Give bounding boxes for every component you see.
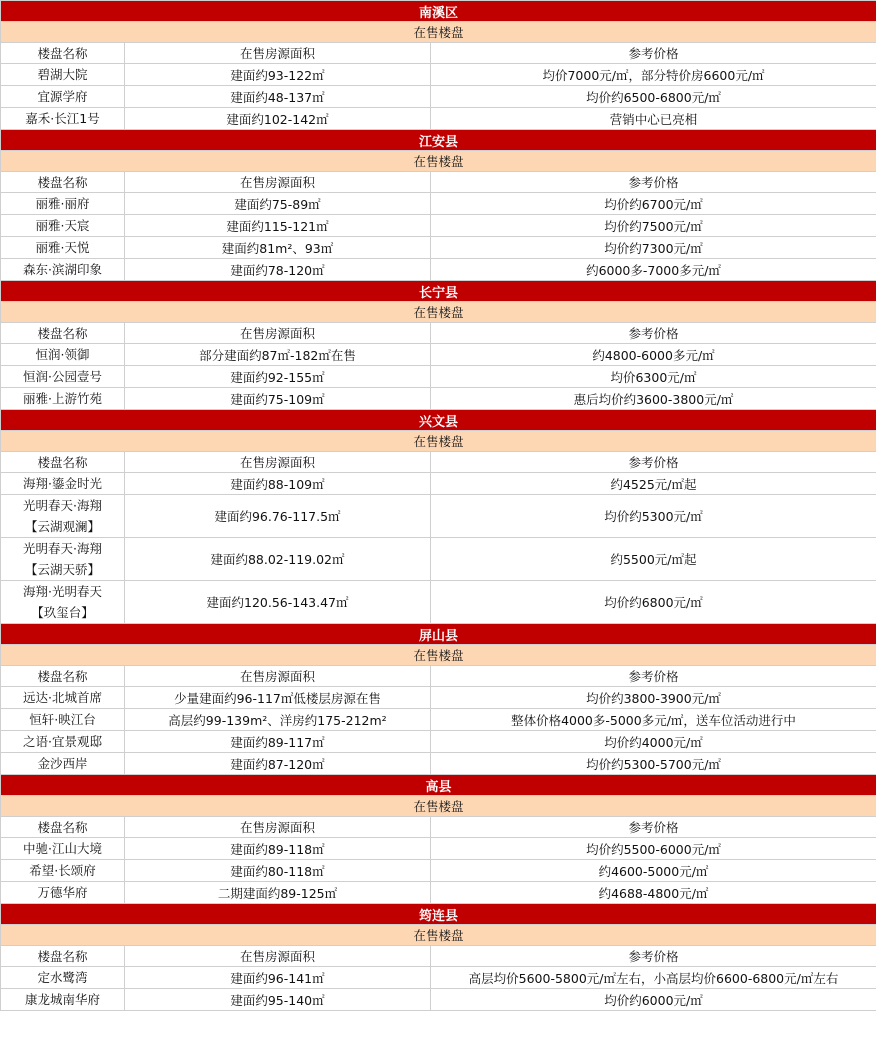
column-header-price: 参考价格 bbox=[431, 817, 876, 838]
property-name: 碧湖大院 bbox=[37, 67, 88, 82]
area-cell: 建面约102-142㎡ bbox=[125, 108, 431, 130]
section-label: 在售楼盘 bbox=[1, 925, 876, 946]
column-header-row bbox=[1, 666, 876, 687]
region-title: 兴文县 bbox=[1, 410, 876, 431]
column-header-price: 参考价格 bbox=[431, 323, 876, 344]
region-header-row bbox=[1, 624, 876, 645]
column-header-name: 楼盘名称 bbox=[1, 666, 125, 687]
property-name-cell bbox=[1, 215, 125, 237]
area-cell: 建面约75-89㎡ bbox=[125, 193, 431, 215]
area-cell: 建面约96-141㎡ bbox=[125, 967, 431, 989]
price-cell: 惠后均价约3600-3800元/㎡ bbox=[431, 388, 876, 410]
property-name: 恒轩·映江台 bbox=[29, 712, 96, 727]
property-name: 丽雅·丽府 bbox=[35, 196, 90, 211]
column-header-price: 参考价格 bbox=[431, 172, 876, 193]
area-cell: 建面约81m²、93㎡ bbox=[125, 237, 431, 259]
property-name-cell bbox=[1, 193, 125, 215]
property-name-cell bbox=[1, 344, 125, 366]
region-header-row bbox=[1, 775, 876, 796]
price-cell: 均价约6800元/㎡ bbox=[431, 581, 876, 624]
property-name-cell bbox=[1, 259, 125, 281]
table-row bbox=[1, 473, 876, 495]
section-label-row bbox=[1, 925, 876, 946]
column-header-row bbox=[1, 817, 876, 838]
section-label-row bbox=[1, 645, 876, 666]
area-cell: 建面约89-118㎡ bbox=[125, 838, 431, 860]
property-name: 万德华府 bbox=[37, 885, 88, 900]
property-name: 宜源学府 bbox=[37, 89, 88, 104]
table-row bbox=[1, 237, 876, 259]
table-row bbox=[1, 687, 876, 709]
table-row bbox=[1, 193, 876, 215]
section-label: 在售楼盘 bbox=[1, 645, 876, 666]
area-cell: 建面约92-155㎡ bbox=[125, 366, 431, 388]
property-name-cell bbox=[1, 838, 125, 860]
column-header-name: 楼盘名称 bbox=[1, 43, 125, 64]
property-name-cell bbox=[1, 108, 125, 130]
property-name: 恒润·领御 bbox=[35, 347, 90, 362]
property-name: 丽雅·上游竹苑 bbox=[23, 391, 102, 406]
property-name-cell bbox=[1, 388, 125, 410]
table-row bbox=[1, 860, 876, 882]
property-name-cell bbox=[1, 753, 125, 775]
price-cell: 约4525元/㎡起 bbox=[431, 473, 876, 495]
table-row bbox=[1, 366, 876, 388]
price-cell: 约4688-4800元/㎡ bbox=[431, 882, 876, 904]
property-name: 金沙西岸 bbox=[37, 756, 88, 771]
region-header-row bbox=[1, 1, 876, 22]
area-cell: 二期建面约89-125㎡ bbox=[125, 882, 431, 904]
property-name: 海翔·鎏金时光 bbox=[23, 476, 102, 491]
section-label: 在售楼盘 bbox=[1, 302, 876, 323]
price-cell: 均价约5300-5700元/㎡ bbox=[431, 753, 876, 775]
column-header-name: 楼盘名称 bbox=[1, 172, 125, 193]
column-header-area: 在售房源面积 bbox=[125, 43, 431, 64]
property-name-cell bbox=[1, 967, 125, 989]
column-header-price: 参考价格 bbox=[431, 946, 876, 967]
section-label: 在售楼盘 bbox=[1, 22, 876, 43]
area-cell: 建面约87-120㎡ bbox=[125, 753, 431, 775]
table-row bbox=[1, 86, 876, 108]
property-name-cell bbox=[1, 473, 125, 495]
property-name-cell bbox=[1, 860, 125, 882]
column-header-area: 在售房源面积 bbox=[125, 323, 431, 344]
column-header-row bbox=[1, 43, 876, 64]
table-row bbox=[1, 64, 876, 86]
table-row bbox=[1, 967, 876, 989]
price-cell: 均价约5500-6000元/㎡ bbox=[431, 838, 876, 860]
region-title: 江安县 bbox=[1, 130, 876, 151]
price-cell: 均价约7500元/㎡ bbox=[431, 215, 876, 237]
table-row bbox=[1, 838, 876, 860]
column-header-price: 参考价格 bbox=[431, 43, 876, 64]
property-name: 【云湖观澜】 bbox=[24, 519, 100, 534]
column-header-area: 在售房源面积 bbox=[125, 817, 431, 838]
property-name-cell bbox=[1, 64, 125, 86]
area-cell: 建面约75-109㎡ bbox=[125, 388, 431, 410]
property-name-cell bbox=[1, 989, 125, 1011]
region-title: 筠连县 bbox=[1, 904, 876, 925]
column-header-name: 楼盘名称 bbox=[1, 817, 125, 838]
property-name: 丽雅·天悦 bbox=[35, 240, 90, 255]
price-cell: 均价约3800-3900元/㎡ bbox=[431, 687, 876, 709]
price-cell: 均价约6700元/㎡ bbox=[431, 193, 876, 215]
property-name-cell bbox=[1, 366, 125, 388]
region-header-row bbox=[1, 281, 876, 302]
column-header-row bbox=[1, 172, 876, 193]
table-row bbox=[1, 388, 876, 410]
price-cell: 约6000多-7000多元/㎡ bbox=[431, 259, 876, 281]
area-cell: 建面约120.56-143.47㎡ bbox=[125, 581, 431, 624]
column-header-area: 在售房源面积 bbox=[125, 452, 431, 473]
price-cell: 约5500元/㎡起 bbox=[431, 538, 876, 581]
table-row bbox=[1, 882, 876, 904]
table-row bbox=[1, 215, 876, 237]
property-name: 之语·宜景观邸 bbox=[23, 734, 102, 749]
property-name: 【玖玺台】 bbox=[31, 605, 94, 620]
section-label: 在售楼盘 bbox=[1, 151, 876, 172]
section-label-row bbox=[1, 431, 876, 452]
property-name-cell bbox=[1, 86, 125, 108]
region-title: 屏山县 bbox=[1, 624, 876, 645]
area-cell: 建面约89-117㎡ bbox=[125, 731, 431, 753]
price-cell: 均价约7300元/㎡ bbox=[431, 237, 876, 259]
table-row bbox=[1, 709, 876, 731]
price-cell: 约4600-5000元/㎡ bbox=[431, 860, 876, 882]
area-cell: 建面约95-140㎡ bbox=[125, 989, 431, 1011]
property-name-cell bbox=[1, 495, 125, 538]
price-cell: 约4800-6000多元/㎡ bbox=[431, 344, 876, 366]
price-cell: 均价约6000元/㎡ bbox=[431, 989, 876, 1011]
region-header-row bbox=[1, 904, 876, 925]
table-row bbox=[1, 344, 876, 366]
column-header-name: 楼盘名称 bbox=[1, 323, 125, 344]
column-header-area: 在售房源面积 bbox=[125, 946, 431, 967]
column-header-price: 参考价格 bbox=[431, 452, 876, 473]
area-cell: 少量建面约96-117㎡低楼层房源在售 bbox=[125, 687, 431, 709]
column-header-name: 楼盘名称 bbox=[1, 452, 125, 473]
property-name-cell bbox=[1, 687, 125, 709]
property-name: 丽雅·天宸 bbox=[35, 218, 90, 233]
property-name: 中驰·江山大境 bbox=[23, 841, 102, 856]
price-cell: 均价6300元/㎡ bbox=[431, 366, 876, 388]
property-name: 森东·滨湖印象 bbox=[23, 262, 102, 277]
table-row bbox=[1, 989, 876, 1011]
area-cell: 建面约115-121㎡ bbox=[125, 215, 431, 237]
region-title: 长宁县 bbox=[1, 281, 876, 302]
property-name-cell bbox=[1, 731, 125, 753]
region-title: 南溪区 bbox=[1, 1, 876, 22]
property-name: 远达·北城首席 bbox=[23, 690, 102, 705]
area-cell: 建面约80-118㎡ bbox=[125, 860, 431, 882]
column-header-name: 楼盘名称 bbox=[1, 946, 125, 967]
table-row bbox=[1, 259, 876, 281]
region-header-row bbox=[1, 130, 876, 151]
table-row bbox=[1, 495, 876, 538]
property-name: 光明春天·海翔 bbox=[23, 498, 102, 513]
area-cell: 建面约78-120㎡ bbox=[125, 259, 431, 281]
area-cell: 高层约99-139m²、洋房约175-212m² bbox=[125, 709, 431, 731]
property-name-cell bbox=[1, 882, 125, 904]
column-header-row bbox=[1, 323, 876, 344]
section-label-row bbox=[1, 22, 876, 43]
property-name: 光明春天·海翔 bbox=[23, 541, 102, 556]
property-name: 康龙城南华府 bbox=[24, 992, 100, 1007]
area-cell: 建面约96.76-117.5㎡ bbox=[125, 495, 431, 538]
price-cell: 均价约6500-6800元/㎡ bbox=[431, 86, 876, 108]
region-title: 高县 bbox=[1, 775, 876, 796]
section-label-row bbox=[1, 302, 876, 323]
price-cell: 营销中心已亮相 bbox=[431, 108, 876, 130]
property-name: 希望·长颂府 bbox=[29, 863, 96, 878]
section-label-row bbox=[1, 796, 876, 817]
price-cell: 整体价格4000多-5000多元/㎡，送车位活动进行中 bbox=[431, 709, 876, 731]
section-label: 在售楼盘 bbox=[1, 431, 876, 452]
property-name-cell bbox=[1, 709, 125, 731]
column-header-row bbox=[1, 946, 876, 967]
region-header-row bbox=[1, 410, 876, 431]
section-label: 在售楼盘 bbox=[1, 796, 876, 817]
area-cell: 部分建面约87㎡-182㎡在售 bbox=[125, 344, 431, 366]
property-name: 海翔·光明春天 bbox=[23, 584, 102, 599]
property-name: 嘉禾·长江1号 bbox=[25, 111, 100, 126]
area-cell: 建面约48-137㎡ bbox=[125, 86, 431, 108]
column-header-row bbox=[1, 452, 876, 473]
area-cell: 建面约88-109㎡ bbox=[125, 473, 431, 495]
price-cell: 均价约4000元/㎡ bbox=[431, 731, 876, 753]
area-cell: 建面约93-122㎡ bbox=[125, 64, 431, 86]
price-cell: 高层均价5600-5800元/㎡左右，小高层均价6600-6800元/㎡左右 bbox=[431, 967, 876, 989]
table-body bbox=[1, 1, 876, 1011]
table-row bbox=[1, 581, 876, 624]
column-header-area: 在售房源面积 bbox=[125, 666, 431, 687]
price-cell: 均价约5300元/㎡ bbox=[431, 495, 876, 538]
column-header-area: 在售房源面积 bbox=[125, 172, 431, 193]
property-name: 定水鹭湾 bbox=[37, 970, 88, 985]
property-name-cell bbox=[1, 538, 125, 581]
area-cell: 建面约88.02-119.02㎡ bbox=[125, 538, 431, 581]
property-name-cell bbox=[1, 237, 125, 259]
section-label-row bbox=[1, 151, 876, 172]
price-cell: 均价7000元/㎡，部分特价房6600元/㎡ bbox=[431, 64, 876, 86]
table-row bbox=[1, 538, 876, 581]
table-row bbox=[1, 731, 876, 753]
table-row bbox=[1, 108, 876, 130]
table-row bbox=[1, 753, 876, 775]
property-name: 恒润·公园壹号 bbox=[23, 369, 102, 384]
property-name-cell bbox=[1, 581, 125, 624]
column-header-price: 参考价格 bbox=[431, 666, 876, 687]
property-name: 【云湖天骄】 bbox=[24, 562, 100, 577]
